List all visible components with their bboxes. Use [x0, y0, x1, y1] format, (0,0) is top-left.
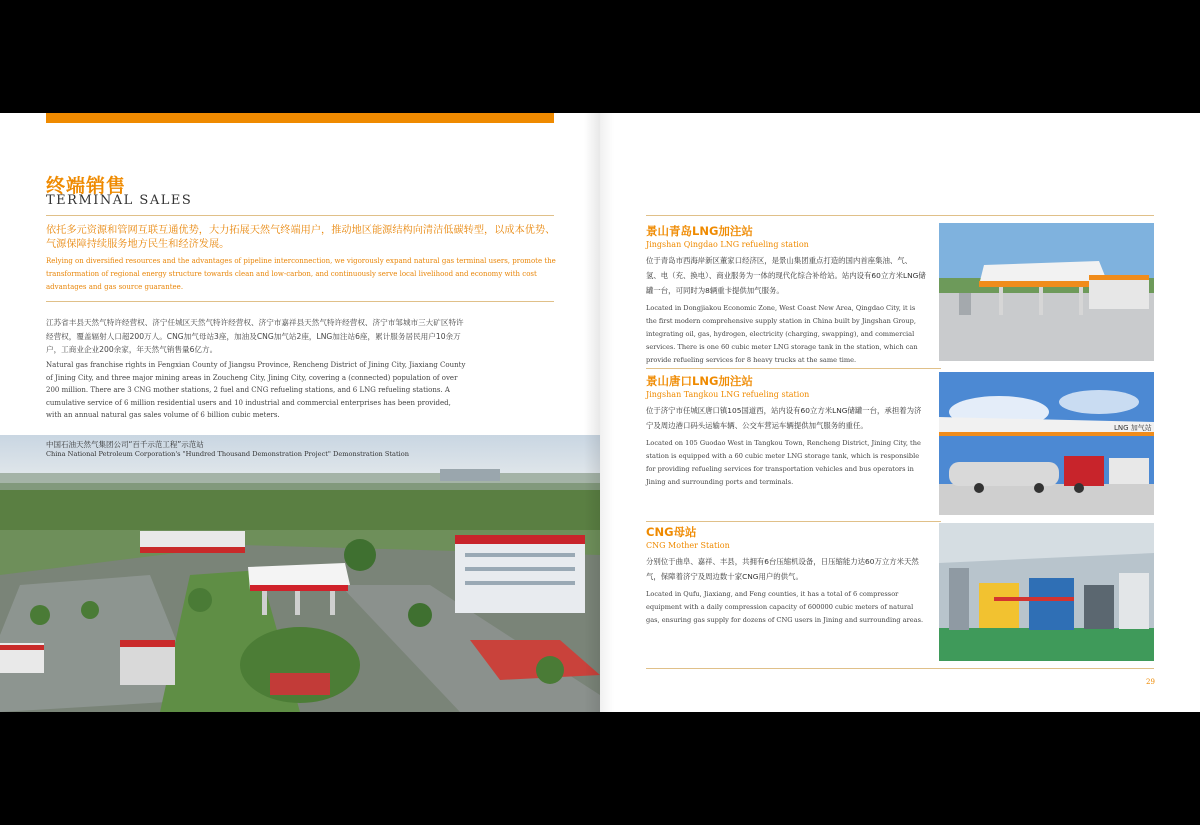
qingdao-body-cn: 位于青岛市西海岸新区董家口经济区，是景山集团重点打造的国内首座集油、气、氢、电（充、换电）、商业服务为一体的现代化综合补给站。站内设有60立方米LNG储罐一台，可同时为8辆重卡提供加气服务。	[646, 256, 926, 295]
top-rule	[646, 215, 1154, 216]
page-number: 29	[1146, 678, 1155, 686]
intro-rule	[46, 301, 554, 302]
book-spine-shadow-right	[600, 113, 614, 712]
tangkou-station-section	[646, 373, 926, 489]
cng-title-en: CNG Mother Station	[646, 541, 730, 550]
section-heading-en: TERMINAL SALES	[46, 193, 193, 208]
section1-rule	[646, 368, 941, 369]
heading-rule	[46, 215, 554, 216]
tangkou-sign-text: LNG 加气站	[1114, 424, 1152, 432]
section-heading-cn: 终端销售	[46, 175, 127, 197]
cng-body-cn: 分别位于曲阜、嘉祥、丰县，共拥有6台压缩机设备，日压缩能力达60万立方米天然气，保障着济宁及周边数十家CNG用户的供气。	[646, 557, 919, 581]
cng-mother-station-photo	[939, 523, 1154, 661]
cng-mother-station-section	[646, 524, 926, 627]
demonstration-station-aerial-photo	[0, 435, 600, 712]
book-spine-shadow	[584, 113, 600, 712]
qingdao-body-en: Located in Dongjiakou Economic Zone, West Coast New Area, Qingdao City, it is the first modern comprehensive supply station in China built by Jingshan Group, integrating oil, gas, hydrogen, electricity (charging, swapping), and commercial services. There is one 60 cubic meter LNG storage tank in the station, which can provide refueling services for 8 heavy trucks at the same time.	[646, 304, 918, 364]
tangkou-title-en: Jingshan Tangkou LNG refueling station	[646, 390, 810, 399]
header-accent-bar	[46, 113, 554, 123]
section2-rule	[646, 521, 941, 522]
tangkou-body-cn: 位于济宁市任城区唐口镇105国道西，站内设有60立方米LNG储罐一台，承担着为济宁及周边港口码头运输车辆、公交车营运车辆提供加气服务的重任。	[646, 406, 922, 430]
intro-text-en: Relying on diversified resources and the advantages of pipeline interconnection, we vigorously expand natural gas terminal users, promote the transformation of regional energy structure towards clean and low-carbon, and continuously serve local livelihood and economy with cost advantages and gas source guarantee.	[46, 257, 556, 291]
cng-title-cn: CNG母站	[646, 525, 697, 539]
body-text-cn: 江苏省丰县天然气特许经营权、济宁任城区天然气特许经营权、济宁市嘉祥县天然气特许经营权、济宁市邹城市三大矿区特许经营权，覆盖辐射人口超200万人。CNG加气母站3座，加油及CNG加气站2座，LNG加注站6座，累计服务居民用户10余万户，工商业企业200余家，年天然气销售量6亿方。	[46, 318, 464, 354]
body-text-en: Natural gas franchise rights in Fengxian County of Jiangsu Province, Rencheng District of Jining City, Jiaxiang County of Jining City, and three major mining areas in Zoucheng City, Jining City, covering a (connected) population of over 200 million. There are 3 CNG mother stations, 2 fuel and CNG refueling stations, and 6 LNG refueling stations. A cumulative service of 6 million residential users and 10 industrial and commercial enterprises has been provided, with an annual natural gas sales volume of 6 billion cubic meters.	[46, 361, 466, 419]
qingdao-title-cn: 景山青岛LNG加注站	[646, 224, 753, 238]
qingdao-title-en: Jingshan Qingdao LNG refueling station	[646, 240, 809, 249]
qingdao-station-photo	[939, 223, 1154, 361]
bottom-rule	[646, 668, 1154, 669]
qingdao-station-section	[646, 223, 926, 367]
left-page	[0, 113, 600, 712]
photo-caption-en: China National Petroleum Corporation's "Hundred Thousand Demonstration Project" Demonstration Station	[46, 450, 409, 458]
tangkou-station-photo	[939, 372, 1154, 515]
cng-body-en: Located in Qufu, Jiaxiang, and Feng counties, it has a total of 6 compressor equipment with a daily compression capacity of 600000 cubic meters of natural gas, ensuring gas supply for dozens of CNG users in Jining and surrounding areas.	[646, 590, 924, 624]
tangkou-title-cn: 景山唐口LNG加注站	[646, 374, 753, 388]
right-page	[600, 113, 1200, 712]
tangkou-body-en: Located on 105 Guodao West in Tangkou Town, Rencheng District, Jining City, the station is equipped with a 60 cubic meter LNG storage tank, which is responsible for providing refueling services for transportation vehicles and bus operators in Jining and surrounding ports and terminals.	[646, 439, 921, 486]
photo-caption-cn: 中国石油天然气集团公司“百千示范工程”示范站	[46, 440, 204, 449]
intro-text-cn: 依托多元资源和管网互联互通优势，大力拓展天然气终端用户，推动地区能源结构向清洁低碳转型，以成本优势、气源保障持续服务地方民生和经济发展。	[46, 225, 556, 250]
